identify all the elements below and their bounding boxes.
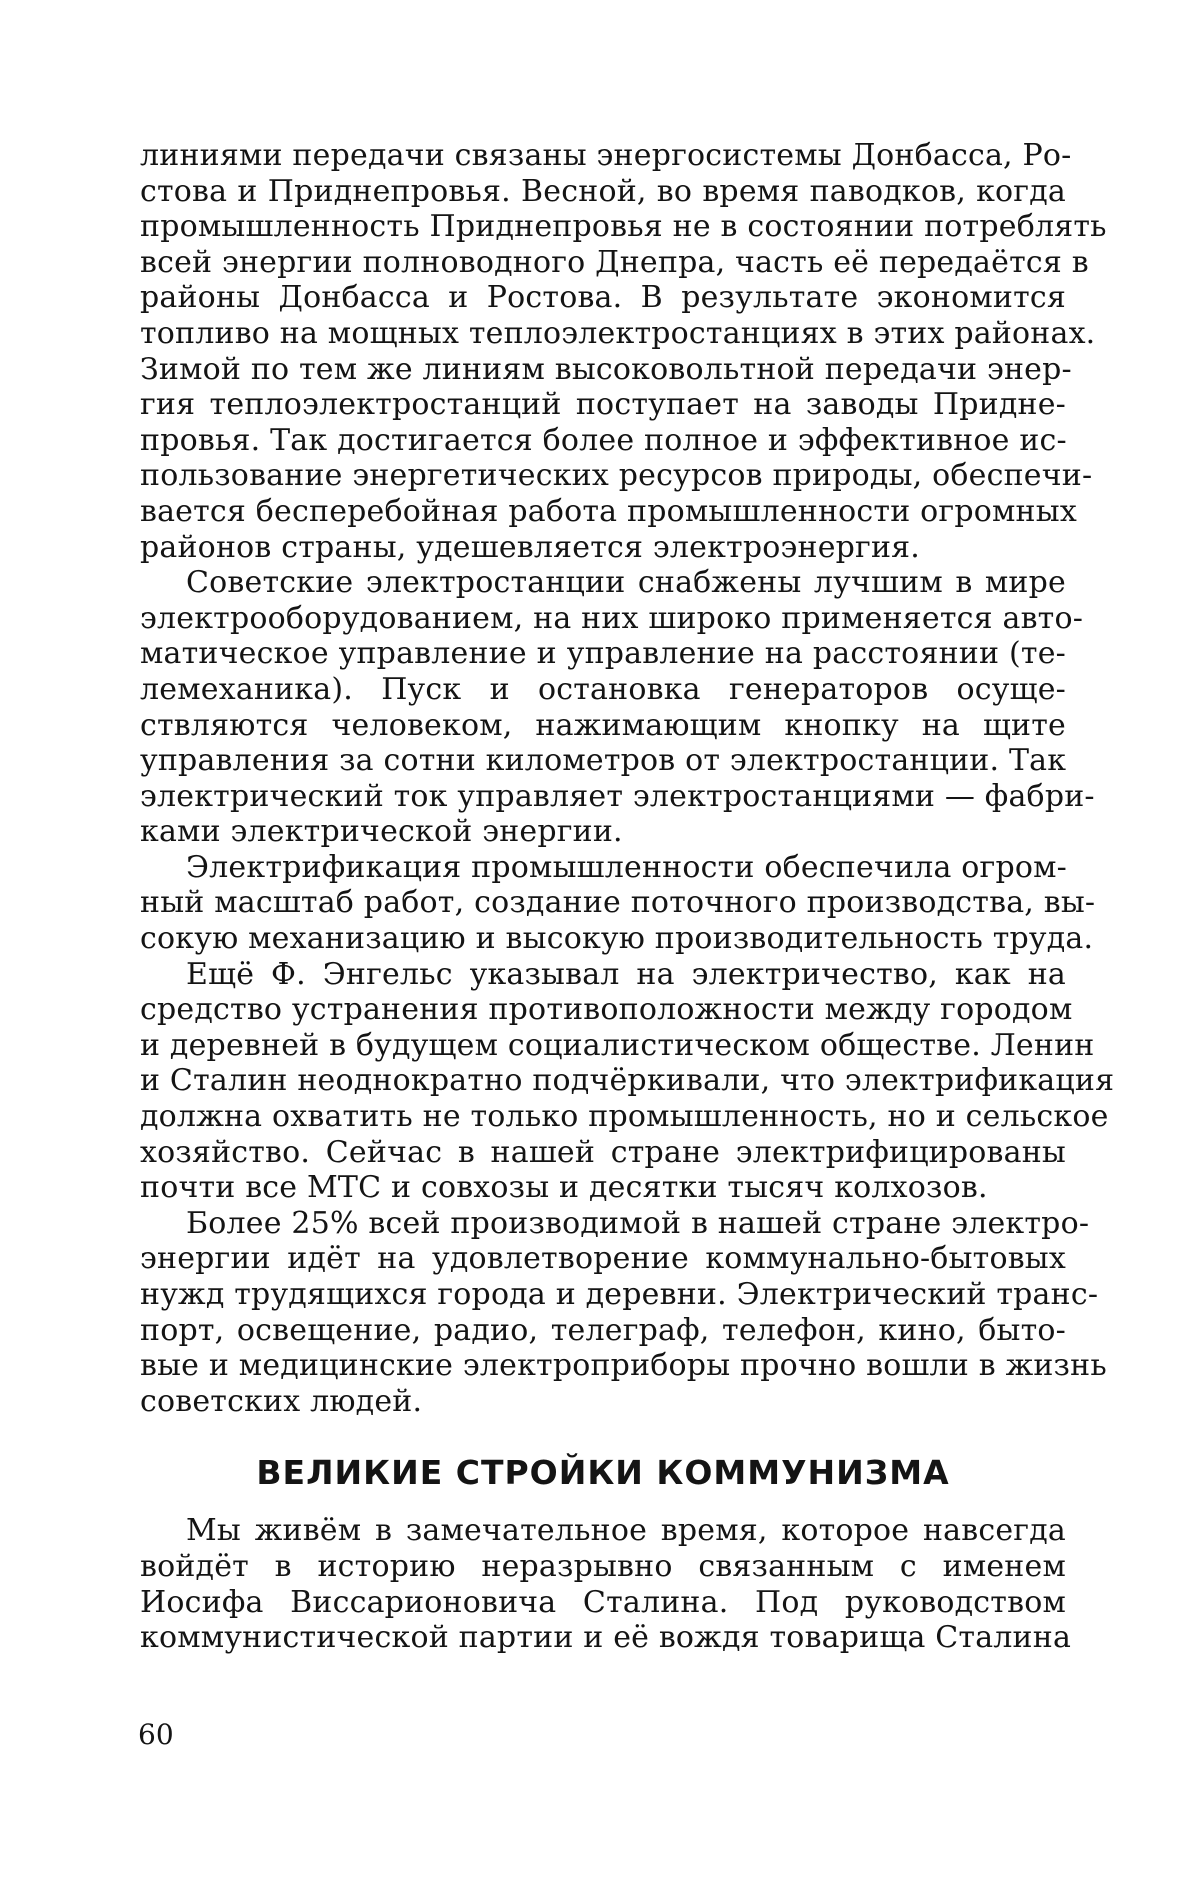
text-line: нужд трудящихся города и деревни. Электрический транс- (140, 1277, 1099, 1312)
text-line: средство устранения противоположности между городом (140, 992, 1073, 1028)
paragraph-great-constructions (140, 1513, 1072, 1656)
text-line: и Сталин неоднократно подчёркивали, что электрификация (140, 1063, 1115, 1099)
text-line: провья. Так достигается более полное и эффективное ис- (140, 422, 1067, 458)
text-line: Ещё Ф. Энгельс указывал на электричество, как на (186, 956, 1066, 992)
paragraph-household-energy (140, 1205, 1107, 1420)
text-line: топливо на мощных теплоэлектростанциях в этих районах. (140, 315, 1096, 351)
text-line: Электрификация промышленности обеспечила огром- (186, 849, 1067, 885)
section-heading: ВЕЛИКИЕ СТРОЙКИ КОММУНИЗМА (256, 1453, 950, 1493)
text-line: матическое управление и управление на расстоянии (те- (140, 636, 1066, 672)
text-line: электрооборудованием, на них широко применяется авто- (140, 600, 1084, 636)
text-line: сокую механизацию и высокую производительность труда. (140, 921, 1094, 957)
text-line: стова и Приднепровья. Весной, во время паводков, когда (140, 173, 1066, 209)
text-line: управления за сотни километров от электростанции. Так (140, 743, 1067, 779)
text-line: ками электрической энергии. (140, 814, 623, 850)
text-line: вые и медицинские электроприборы прочно вошли в жизнь (140, 1348, 1107, 1384)
text-line: почти все МТС и совхозы и десятки тысяч колхозов. (140, 1170, 988, 1206)
text-line: Советские электростанции снабжены лучшим в мире (186, 565, 1066, 601)
text-line: районов страны, удешевляется электроэнергия. (140, 529, 921, 565)
text-line: гия теплоэлектростанций поступает на заводы Придне- (140, 387, 1066, 423)
text-line: хозяйство. Сейчас в нашей стране электрифицированы (140, 1134, 1066, 1170)
text-line: промышленность Приднепровья не в состоянии потреблять (140, 209, 1107, 245)
text-line: электрический ток управляет электростанциями — фабри- (140, 778, 1095, 814)
paragraph-energy-systems (140, 138, 1107, 565)
text-line: Иосифа Виссарионовича Сталина. Под руководством (140, 1584, 1066, 1620)
text-line: порт, освещение, радио, телеграф, телефон, кино, быто- (140, 1312, 1066, 1348)
text-line: энергии идёт на удовлетворение коммунально-бытовых (140, 1241, 1066, 1277)
text-line: войдёт в историю неразрывно связанным с именем (140, 1548, 1066, 1584)
text-line: пользование энергетических ресурсов природы, обеспечи- (140, 458, 1093, 494)
text-line: Мы живём в замечательное время, которое навсегда (186, 1513, 1066, 1549)
paragraph-telemechanics (140, 565, 1095, 850)
text-line: линиями передачи связаны энергосистемы Донбасса, Ро- (140, 138, 1072, 173)
text-line: ный масштаб работ, создание поточного производства, вы- (140, 885, 1096, 921)
text-line: должна охватить не только промышленность, но и сельское (140, 1099, 1109, 1135)
text-line: ствляются человеком, нажимающим кнопку на щите (140, 707, 1066, 743)
paragraph-engels (140, 956, 1115, 1206)
text-line: лемеханика). Пуск и остановка генераторов осуще- (140, 671, 1066, 707)
text-line: всей энергии полноводного Днепра, часть её передаётся в (140, 244, 1089, 280)
text-line: и деревней в будущем социалистическом обществе. Ленин (140, 1027, 1095, 1063)
text-line: Более 25% всей производимой в нашей стране электро- (186, 1205, 1090, 1241)
text-line: Зимой по тем же линиям высоковольтной передачи энер- (140, 351, 1072, 387)
text-line: районы Донбасса и Ростова. В результате экономится (140, 280, 1066, 316)
page-number: 60 (138, 1718, 174, 1751)
text-line: коммунистической партии и её вождя товарища Сталина (140, 1620, 1072, 1656)
text-line: советских людей. (140, 1383, 423, 1419)
text-line: вается бесперебойная работа промышленности огромных (140, 493, 1077, 529)
page-body (140, 138, 1115, 1656)
paragraph-electrification-industry (140, 849, 1096, 957)
